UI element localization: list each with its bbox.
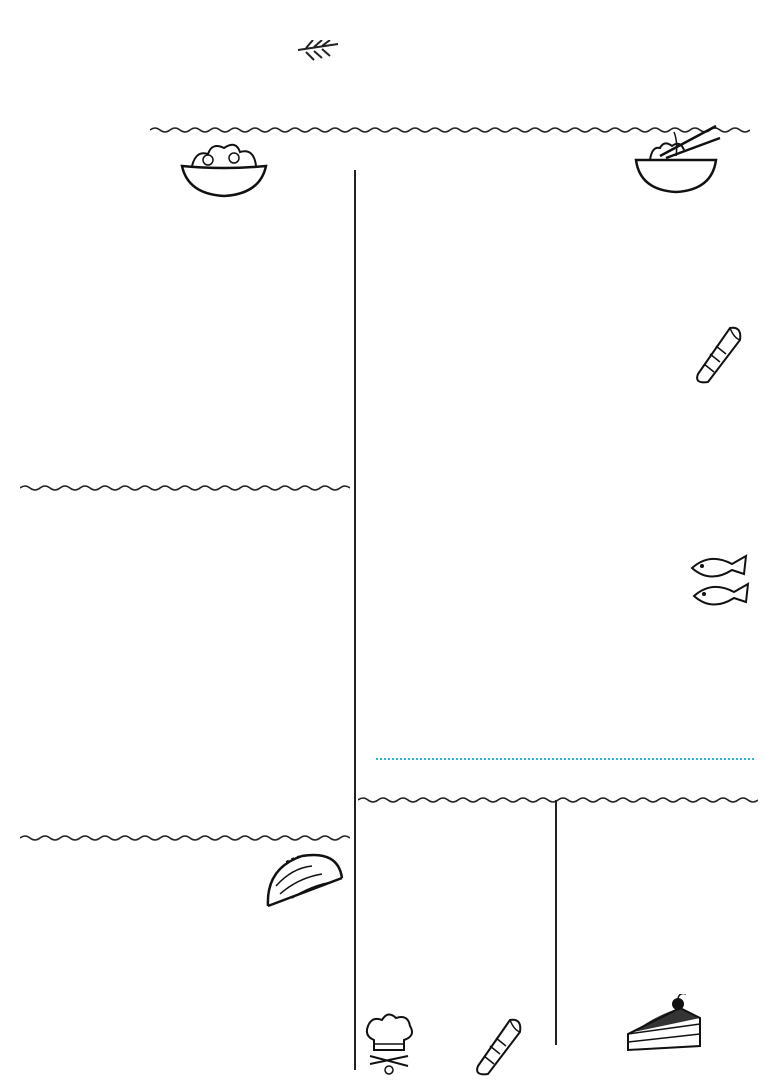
salad-bowl-icon [178,140,270,198]
wrap-icon [690,320,748,384]
logo [188,40,368,130]
dot-leader [376,758,754,760]
light-divider [20,834,350,842]
logo-leaf-icon [188,40,368,130]
menu-item-30[interactable] [370,758,760,763]
salads-divider [20,484,350,492]
column-divider [352,170,358,1070]
chef-hat-icon [360,1010,418,1076]
column-divider-2 [553,800,559,1045]
wrap-icon-2 [470,1012,528,1076]
noodle-bowl-icon [630,116,722,196]
fish-icon [686,550,752,612]
pasta-label-row [392,194,396,213]
cake-icon [624,994,704,1056]
main-divider [358,796,758,804]
taco-icon [262,848,346,914]
